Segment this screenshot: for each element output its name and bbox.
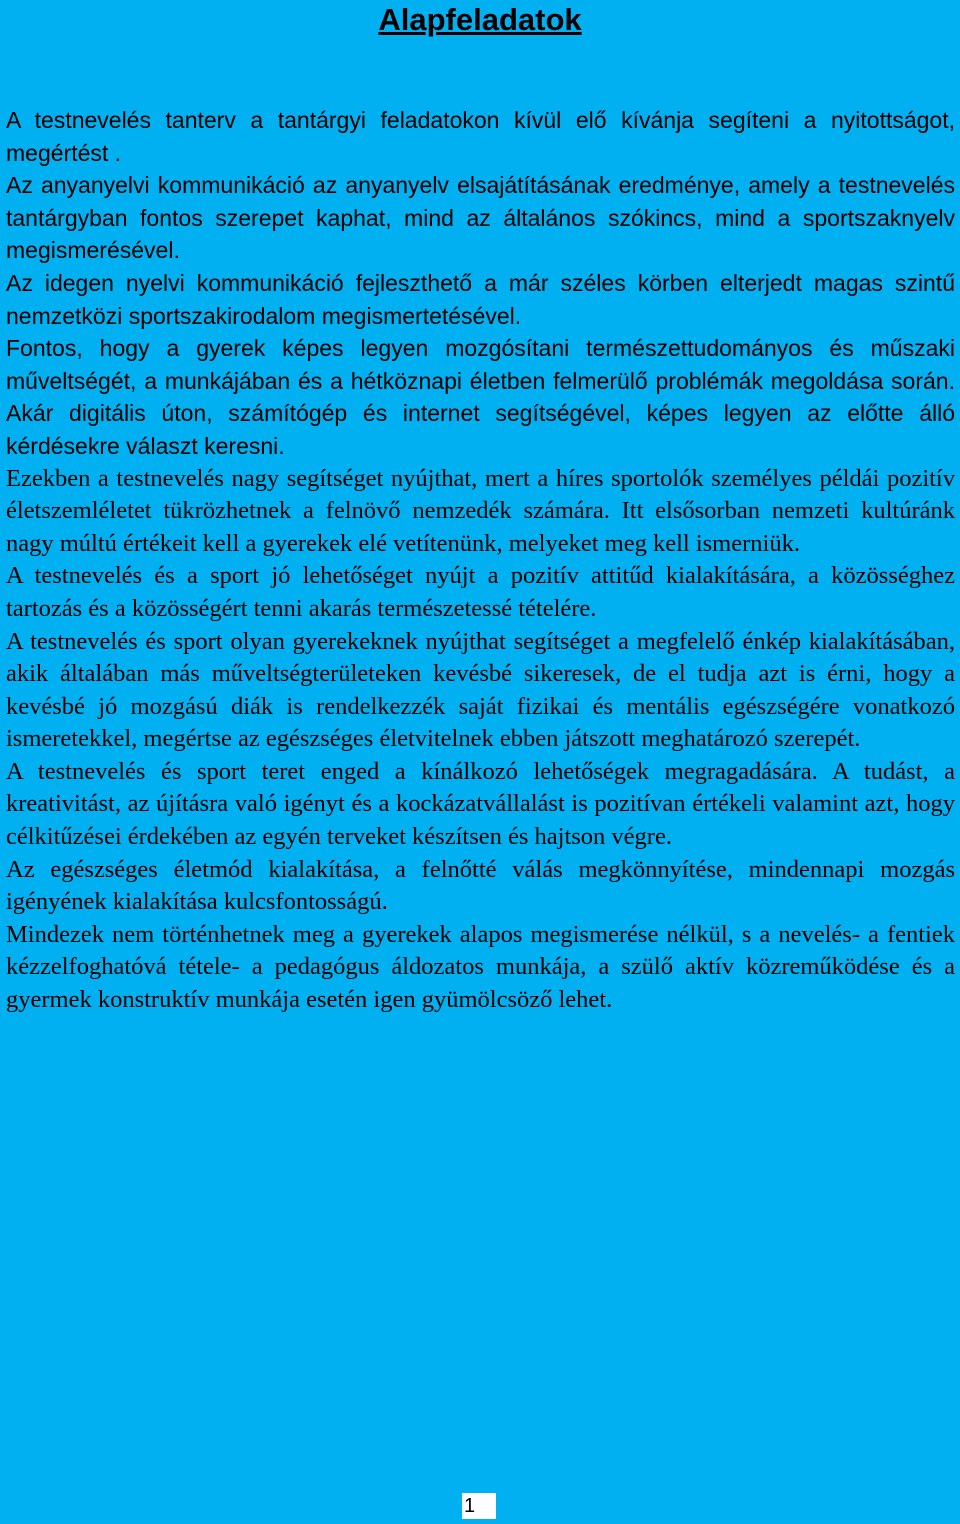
page-number: 1: [462, 1493, 496, 1519]
paragraph-community: A testnevelés és a sport jó lehetőséget nyújt a pozitív attitűd kialakítására, a közösséghez tartozás és a közösségért tenni akarás természetessé tételére.: [6, 562, 955, 622]
page-title: Alapfeladatok: [378, 2, 582, 37]
paragraph-foreign-language: Az idegen nyelvi kommunikáció fejleszthető a már széles körben elterjedt magas szintű nemzetközi sportszakirodalom megismertetésével.: [6, 269, 955, 329]
paragraph-mother-tongue: Az anyanyelvi kommunikáció az anyanyelv elsajátításának eredménye, amely a testnevelés tantárgyban fontos szerepet kaphat, mind az általános szókincs, mind a sportszaknyelv megismerésével.: [6, 172, 955, 264]
paragraph-initiative: A testnevelés és sport teret enged a kínálkozó lehetőségek megragadására. A tudást, a kreativitást, az újításra való igényt és a kockázatvállalást is pozitívan értékeli valamint azt, hogy célkitűzései érdekében az egyén terveket készítsen és hajtson végre.: [6, 757, 955, 851]
paragraph-self-image: A testnevelés és sport olyan gyerekeknek nyújthat segítséget a megfelelő énkép kialakításában, akik általában más műveltségterületeken kevésbé sikeresek, de el tudja azt is érni, hogy a kevésbé jó mozgású diák is rendelkezzék saját fizikai és mentális egészségére vonatkozó ismeretekkel, megértse az egészséges életvitelnek ebben játszott meghatározó szerepét.: [6, 627, 955, 753]
paragraph-intro: A testnevelés tanterv a tantárgyi feladatokon kívül elő kívánja segíteni a nyitottságot, megértést .: [6, 107, 955, 166]
paragraph-conclusion: Mindezek nem történhetnek meg a gyerekek alapos megismerése nélkül, s a nevelés- a fentiek kézzelfoghatóvá tétele- a pedagógus áldozatos munkája, a szülő aktív közreműködése és a gyermek konstruktív munkája esetén igen gyümölcsöző lehet.: [6, 920, 955, 1014]
paragraph-science-digital: Fontos, hogy a gyerek képes legyen mozgósítani természettudományos és műszaki műveltségét, a munkájában és a hétköznapi életben felmerülő problémák megoldása során. Akár digitális úton, számítógép és internet segítségével, képes legyen az előtte álló kérdésekre választ keresni.: [6, 335, 955, 459]
paragraph-role-models: Ezekben a testnevelés nagy segítséget nyújthat, mert a híres sportolók személyes példái pozitív életszemléletet tükrözhetnek a felnövő nemzedék számára. Itt elsősorban nemzeti kultúránk nagy múltú értékeit kell a gyerekek elé vetítenünk, melyeket meg kell ismerniük.: [6, 464, 955, 557]
body-text: [6, 104, 955, 1017]
paragraph-healthy-lifestyle: Az egészséges életmód kialakítása, a felnőtté válás megkönnyítése, mindennapi mozgás igényének kialakítása kulcsfontosságú.: [6, 855, 955, 916]
